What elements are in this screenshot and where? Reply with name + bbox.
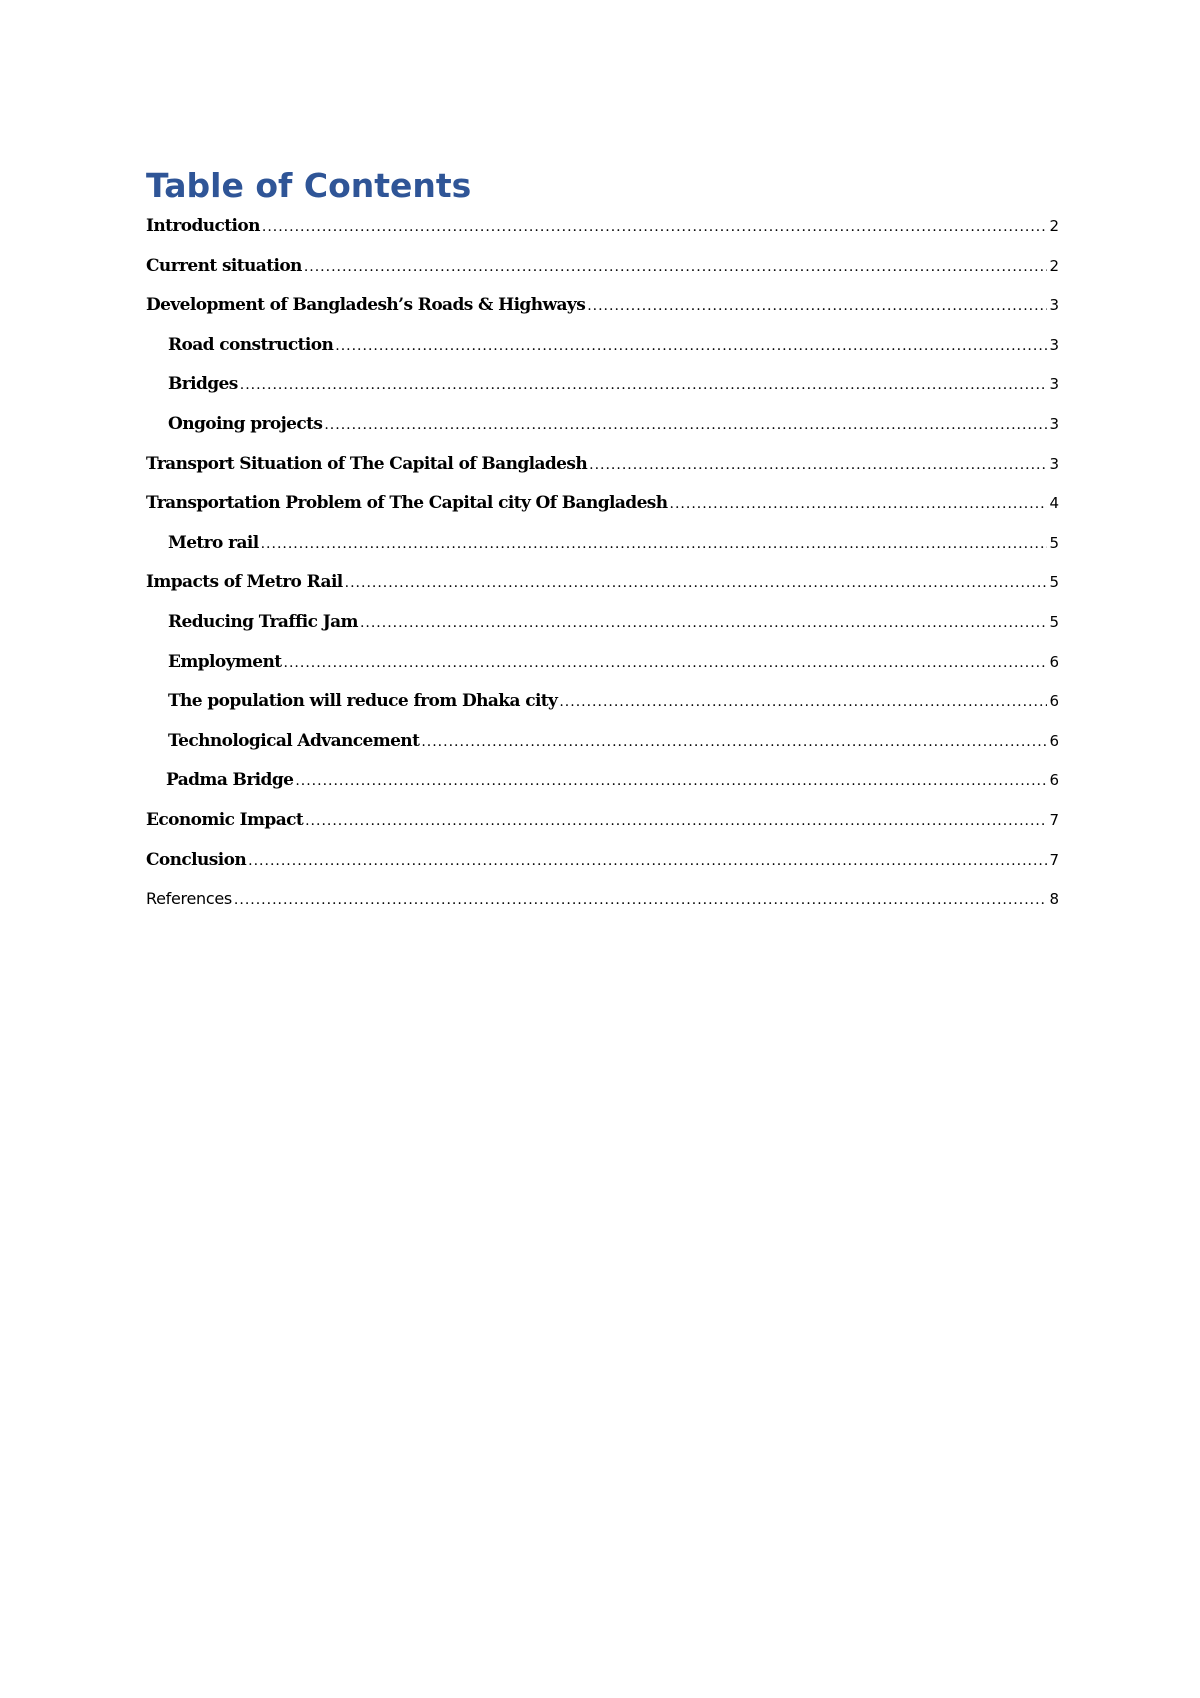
toc-entry-page-number: 7 bbox=[1049, 850, 1059, 869]
toc-entry-conclusion[interactable] bbox=[146, 845, 1059, 885]
dot-leader bbox=[234, 885, 1048, 915]
toc-entry-page-number: 7 bbox=[1049, 810, 1059, 829]
toc-entry-label: Reducing Traffic Jam bbox=[168, 611, 358, 632]
toc-entry-transportation-problem[interactable] bbox=[146, 488, 1059, 528]
dot-leader bbox=[284, 648, 1048, 678]
toc-entry-label: References bbox=[146, 889, 232, 909]
toc-entry-label: Ongoing projects bbox=[168, 413, 323, 434]
toc-entry-padma-bridge[interactable] bbox=[146, 765, 1059, 805]
table-of-contents bbox=[146, 211, 1059, 924]
dot-leader bbox=[589, 450, 1047, 480]
toc-entry-page-number: 6 bbox=[1049, 771, 1059, 790]
toc-entry-reducing-traffic-jam[interactable] bbox=[146, 607, 1059, 647]
toc-entry-label: The population will reduce from Dhaka city bbox=[168, 691, 558, 712]
toc-entry-label: Road construction bbox=[168, 334, 334, 355]
dot-leader bbox=[304, 252, 1048, 282]
toc-entry-page-number: 5 bbox=[1049, 573, 1059, 592]
toc-entry-introduction[interactable] bbox=[146, 211, 1059, 251]
toc-entry-page-number: 8 bbox=[1049, 890, 1059, 909]
toc-title: Table of Contents bbox=[146, 166, 472, 205]
toc-entry-page-number: 3 bbox=[1049, 296, 1059, 315]
dot-leader bbox=[324, 410, 1047, 440]
toc-entry-page-number: 2 bbox=[1049, 217, 1059, 235]
dot-leader bbox=[360, 608, 1048, 638]
toc-entry-label: Technological Advancement bbox=[168, 730, 420, 751]
dot-leader bbox=[345, 568, 1048, 598]
toc-entry-impacts-metro-rail[interactable] bbox=[146, 567, 1059, 607]
dot-leader bbox=[248, 846, 1047, 876]
toc-entry-bridges[interactable] bbox=[146, 369, 1059, 409]
toc-entry-page-number: 6 bbox=[1049, 731, 1059, 750]
toc-entry-label: Introduction bbox=[146, 216, 260, 236]
toc-entry-label: Transportation Problem of The Capital city Of Bangladesh bbox=[146, 493, 668, 514]
dot-leader bbox=[421, 727, 1047, 757]
dot-leader bbox=[261, 529, 1048, 559]
toc-entry-ongoing-projects[interactable] bbox=[146, 409, 1059, 449]
toc-entry-current-situation[interactable] bbox=[146, 251, 1059, 291]
toc-entry-page-number: 5 bbox=[1049, 533, 1059, 552]
toc-entry-page-number: 3 bbox=[1049, 414, 1059, 433]
dot-leader bbox=[335, 331, 1047, 361]
dot-leader bbox=[240, 370, 1048, 400]
toc-entry-label: Impacts of Metro Rail bbox=[146, 572, 343, 593]
toc-entry-transport-situation-capital[interactable] bbox=[146, 449, 1059, 489]
toc-entry-page-number: 3 bbox=[1049, 375, 1059, 394]
toc-entry-references[interactable] bbox=[146, 884, 1059, 924]
toc-entry-label: Employment bbox=[168, 651, 282, 672]
toc-entry-page-number: 5 bbox=[1049, 612, 1059, 631]
dot-leader bbox=[305, 806, 1047, 836]
toc-entry-page-number: 6 bbox=[1049, 692, 1059, 711]
dot-leader bbox=[670, 489, 1048, 519]
toc-entry-technological-advancement[interactable] bbox=[146, 726, 1059, 766]
toc-entry-page-number: 2 bbox=[1049, 256, 1059, 275]
toc-entry-road-construction[interactable] bbox=[146, 330, 1059, 370]
dot-leader bbox=[587, 291, 1047, 321]
toc-entry-label: Development of Bangladesh’s Roads & Highways bbox=[146, 295, 586, 316]
toc-entry-economic-impact[interactable] bbox=[146, 805, 1059, 845]
toc-entry-development-roads-highways[interactable] bbox=[146, 290, 1059, 330]
toc-entry-label: Metro rail bbox=[168, 532, 259, 553]
dot-leader bbox=[559, 687, 1047, 717]
toc-entry-page-number: 6 bbox=[1049, 652, 1059, 671]
toc-entry-label: Current situation bbox=[146, 255, 302, 276]
toc-entry-label: Transport Situation of The Capital of Bangladesh bbox=[146, 453, 588, 474]
dot-leader bbox=[262, 212, 1048, 242]
toc-entry-label: Conclusion bbox=[146, 849, 247, 870]
toc-entry-label: Economic Impact bbox=[146, 809, 304, 830]
toc-entry-population-reduce[interactable] bbox=[146, 686, 1059, 726]
toc-entry-employment[interactable] bbox=[146, 647, 1059, 687]
toc-entry-page-number: 4 bbox=[1049, 494, 1059, 513]
toc-entry-page-number: 3 bbox=[1049, 454, 1059, 473]
toc-entry-label: Padma Bridge bbox=[166, 770, 294, 791]
toc-entry-label: Bridges bbox=[168, 374, 238, 395]
toc-entry-metro-rail[interactable] bbox=[146, 528, 1059, 568]
toc-entry-page-number: 3 bbox=[1049, 335, 1059, 354]
dot-leader bbox=[295, 766, 1047, 796]
